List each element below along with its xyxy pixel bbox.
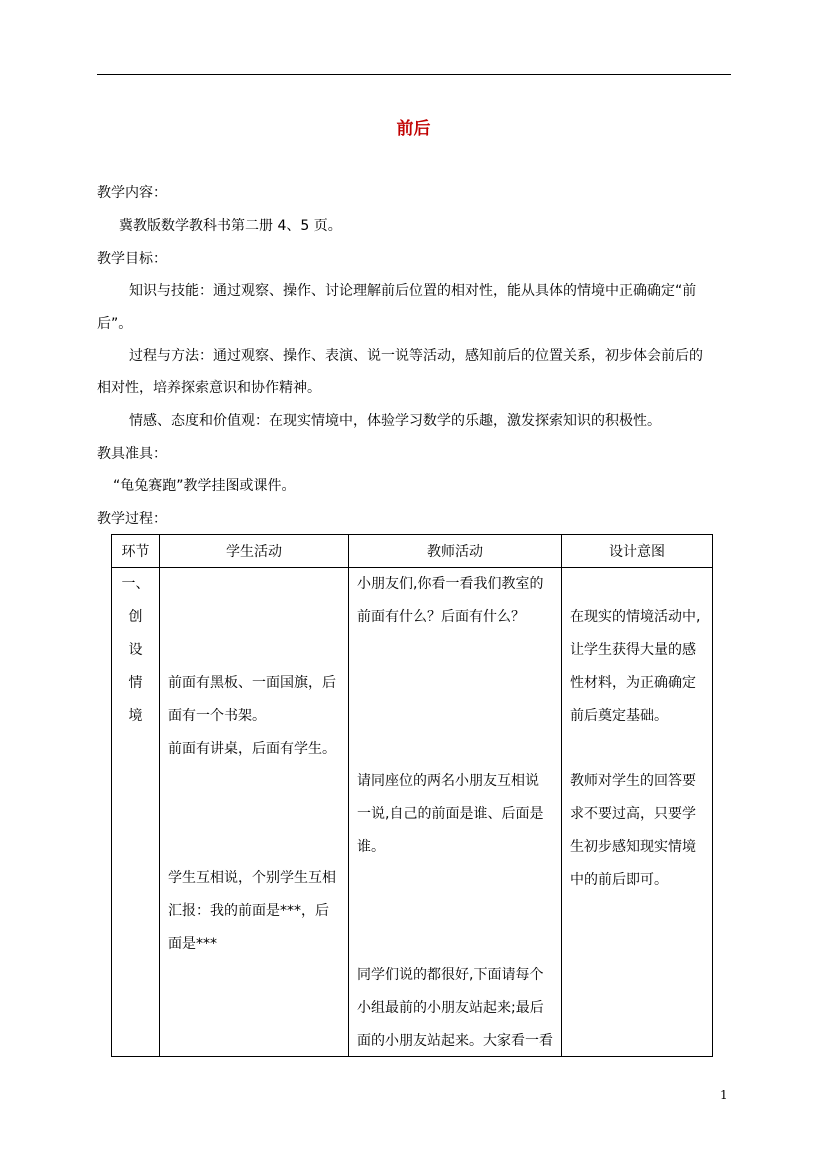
stage-char: 创 xyxy=(128,609,143,625)
page-number: 1 xyxy=(720,1088,728,1102)
student-activity-cell xyxy=(160,568,349,1057)
student-text-1: 前面有黑板、一面国旗，后 面有一个书架。 xyxy=(168,675,336,724)
lesson-table xyxy=(111,534,713,1057)
table-row xyxy=(112,568,713,1057)
page-title: 前后 xyxy=(396,119,431,139)
teacher-activity-cell xyxy=(349,568,562,1057)
content-heading: 教学内容： xyxy=(97,185,167,201)
header-rule xyxy=(97,74,731,75)
design-intent-cell xyxy=(562,568,713,1057)
header-student-activity: 学生活动 xyxy=(160,535,349,568)
intent-text-1: 在现实的情境活动中, 让学生获得大量的感 性材料，为正确确定 前后奠定基础。 xyxy=(570,609,701,724)
teacher-text-2: 请同座位的两名小朋友互相说 一说,自己的前面是谁、后面是 谁。 xyxy=(357,773,544,855)
stage-cell xyxy=(112,568,160,1057)
teacher-text-1: 小朋友们,你看一看我们教室的 前面有什么？后面有什么？ xyxy=(357,576,544,625)
content-text: 冀教版数学教科书第二册 4、5 页。 xyxy=(119,218,342,234)
stage-char: 一、 xyxy=(121,576,150,592)
goal-knowledge-line2: 后”。 xyxy=(97,316,133,332)
stage-char: 境 xyxy=(128,708,143,724)
intent-text-2: 教师对学生的回答要 求不要过高，只要学 生初步感知现实情境 中的前后即可。 xyxy=(570,773,696,888)
table-header-row xyxy=(112,535,713,568)
goals-heading: 教学目标： xyxy=(97,251,167,267)
stage-char: 设 xyxy=(128,642,143,658)
goal-process-line1: 过程与方法：通过观察、操作、表演、说一说等活动，感知前后的位置关系，初步体会前后的 xyxy=(129,348,703,364)
stage-char: 情 xyxy=(128,675,143,691)
student-text-2: 前面有讲桌，后面有学生。 xyxy=(168,741,336,757)
goal-emotion: 情感、态度和价值观：在现实情境中，体验学习数学的乐趣，激发探索知识的积极性。 xyxy=(129,413,661,429)
tools-heading: 教具准具： xyxy=(97,446,167,462)
goal-knowledge-line1: 知识与技能：通过观察、操作、讨论理解前后位置的相对性，能从具体的情境中正确确定“前 xyxy=(129,283,697,299)
header-stage: 环节 xyxy=(112,535,160,568)
tools-text: “龟兔赛跑”教学挂图或课件。 xyxy=(113,478,296,494)
process-heading: 教学过程： xyxy=(97,511,167,527)
header-teacher-activity: 教师活动 xyxy=(349,535,562,568)
goal-process-line2: 相对性，培养探索意识和协作精神。 xyxy=(97,380,321,396)
student-text-3: 学生互相说，个别学生互相 汇报：我的前面是***，后 面是*** xyxy=(168,870,336,952)
teacher-text-3: 同学们说的都很好,下面请每个 小组最前的小朋友站起来;最后 面的小朋友站起来。大家看一看 xyxy=(357,967,553,1049)
header-design-intent: 设计意图 xyxy=(562,535,713,568)
